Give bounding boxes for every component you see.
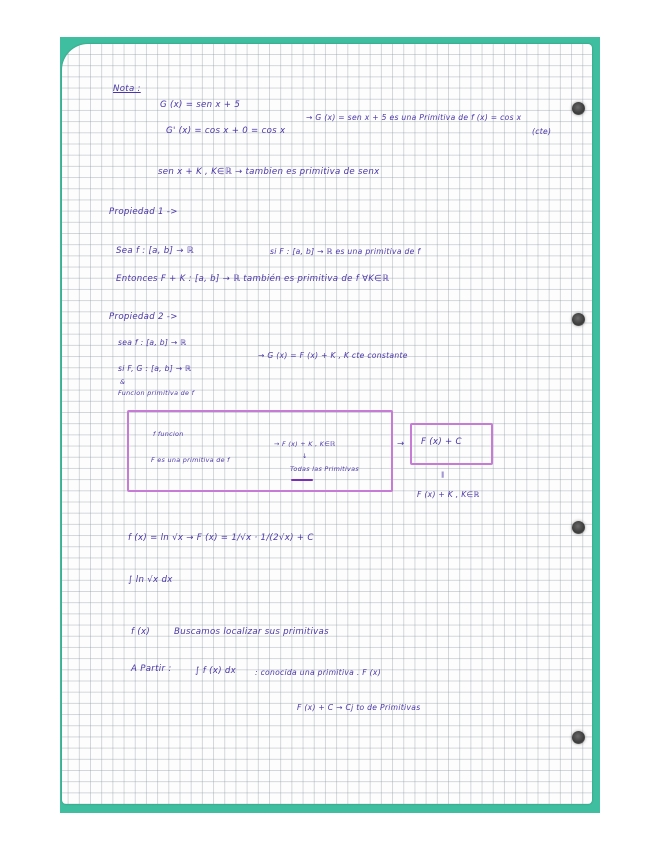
buscamos-fx: f (x)	[131, 627, 151, 637]
nota-line-2: G' (x) = cos x + 0 = cos x	[166, 126, 286, 136]
box-todas: Todas las Primitivas	[290, 465, 359, 473]
nota-label: Nota :	[113, 84, 141, 94]
nota-line-1: G (x) = sen x + 5	[160, 100, 241, 110]
apartir-family: F (x) + C → Cj to de Primitivas	[297, 703, 421, 712]
box-primitiva: F es una primitiva de f	[151, 456, 230, 464]
box-down-arrow: ↓	[302, 452, 308, 460]
binder-hole	[572, 521, 585, 534]
prop2-line-2: si F, G : [a, b] → ℝ	[118, 364, 192, 373]
apartir-integral: ∫ f (x) dx	[195, 666, 237, 676]
prop2-ampersand: &	[120, 378, 126, 386]
nota-conclusion: → G (x) = sen x + 5 es una Primitiva de f (x) = cos x	[306, 113, 522, 122]
example-integral: ∫ ln √x dx	[128, 575, 173, 585]
prop2-line-3: Funcion primitiva de f	[118, 389, 195, 397]
buscamos-text: Buscamos localizar sus primitivas	[174, 627, 329, 637]
nota-general: sen x + K , K∈ℝ → tambien es primitiva de senx	[158, 167, 380, 177]
box-equals: ‖	[441, 470, 445, 478]
todas-underline	[291, 479, 313, 481]
box-funcion: f funcion	[153, 430, 184, 438]
box-below: F (x) + K , K∈ℝ	[417, 490, 480, 499]
prop1-line-2: Entonces F + K : [a, b] → ℝ también es primitiva de f ∀K∈ℝ	[116, 274, 390, 284]
prop2-result: → G (x) = F (x) + K , K cte constante	[258, 351, 408, 360]
boxed-result: F (x) + C	[421, 437, 462, 447]
example-line: f (x) = ln √x → F (x) = 1/√x · 1/(2√x) + C	[128, 533, 314, 543]
nota-conclusion-cont: (cte)	[532, 127, 552, 136]
prop2-heading: Propiedad 2 ->	[109, 312, 178, 322]
binder-hole	[572, 313, 585, 326]
prop1-heading: Propiedad 1 ->	[109, 207, 178, 217]
box-family: → F (x) + K , K∈ℝ	[274, 440, 336, 448]
summary-box	[127, 410, 393, 492]
binder-hole	[572, 731, 585, 744]
prop2-line-1: sea f : [a, b] → ℝ	[118, 338, 187, 347]
prop1-line-1b: si F : [a, b] → ℝ es una primitiva de f	[270, 247, 421, 256]
binder-hole	[572, 102, 585, 115]
apartir-text: : conocida una primitiva . F (x)	[255, 668, 381, 677]
prop1-line-1a: Sea f : [a, b] → ℝ	[116, 246, 194, 256]
box-arrow: →	[397, 439, 405, 449]
apartir-label: A Partir :	[131, 664, 172, 674]
